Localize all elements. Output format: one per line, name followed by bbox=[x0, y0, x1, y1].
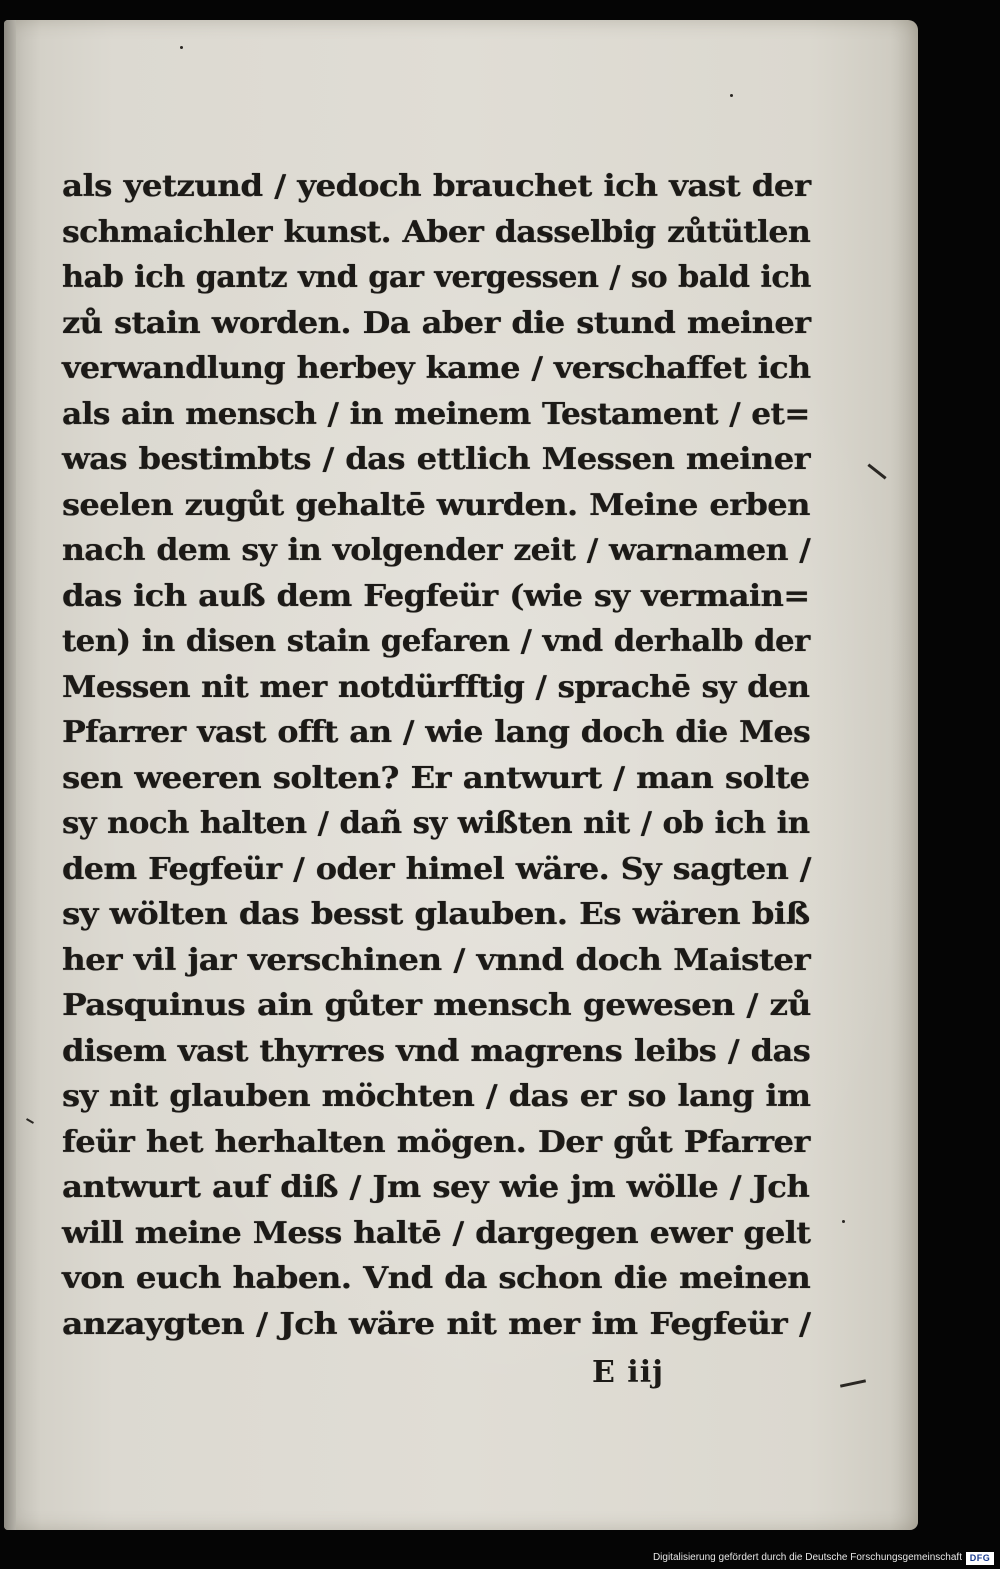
text-line: verwandlung herbey kame / verschaffet ich bbox=[62, 351, 811, 386]
paper-blemish bbox=[840, 1379, 866, 1387]
text-line: Messen nit mer notdürfftig / sprachē sy den bbox=[62, 669, 810, 705]
book-page bbox=[4, 20, 918, 1530]
paper-blemish bbox=[730, 94, 733, 97]
text-line: Pasquinus ain gůter mensch gewesen / zů bbox=[62, 988, 811, 1023]
text-line: zů stain worden. Da aber die stund meiner bbox=[62, 305, 811, 341]
paper-blemish bbox=[180, 46, 183, 49]
dfg-logo: DFG bbox=[966, 1552, 994, 1565]
paper-blemish bbox=[842, 1220, 845, 1223]
text-line: seelen zugůt gehaltē wurden. Meine erben bbox=[62, 487, 810, 523]
page-binding-edge bbox=[4, 20, 16, 1530]
text-line: disem vast thyrres vnd magrens leibs / das bbox=[62, 1033, 811, 1069]
signature-mark: E iij bbox=[592, 1355, 664, 1390]
text-line: sy nit glauben möchten / das er so lang im bbox=[62, 1079, 811, 1114]
text-line: nach dem sy in volgender zeit / warnamen / bbox=[62, 533, 811, 568]
text-line: dem Fegfeür / oder himel wäre. Sy sagten / bbox=[62, 851, 811, 887]
text-line: Pfarrer vast offt an / wie lang doch die Mes bbox=[62, 715, 811, 750]
digitization-credit: Digitalisierung gefördert durch die Deutsche Forschungsgemeinschaft bbox=[652, 1552, 962, 1563]
text-line: antwurt auf diß / Jm sey wie jm wölle / Jch bbox=[62, 1170, 810, 1205]
text-line: anzaygten / Jch wäre nit mer im Fegfeür / bbox=[62, 1306, 811, 1342]
body-text bbox=[62, 164, 822, 1347]
text-line: sen weeren solten? Er antwurt / man solte bbox=[62, 760, 810, 796]
text-line: als ain mensch / in meinem Testament / et= bbox=[62, 396, 810, 432]
text-line: schmaichler kunst. Aber dasselbig zůtütlen bbox=[62, 214, 811, 250]
text-line: sy noch halten / dañ sy wißten nit / ob ich in bbox=[62, 806, 810, 841]
text-line: will meine Mess haltē / dargegen ewer gelt bbox=[62, 1215, 811, 1251]
text-line: hab ich gantz vnd gar vergessen / so bald ich bbox=[62, 260, 811, 295]
text-line: ten) in disen stain gefaren / vnd derhalb der bbox=[62, 624, 810, 659]
text-line: das ich auß dem Fegfeür (wie sy vermain= bbox=[62, 578, 810, 614]
text-line: sy wölten das besst glauben. Es wären biß bbox=[62, 897, 810, 932]
paper-blemish bbox=[26, 1118, 34, 1124]
text-line: was bestimbts / das ettlich Messen meiner bbox=[62, 442, 810, 477]
text-line: von euch haben. Vnd da schon die meinen bbox=[62, 1261, 811, 1296]
text-line: her vil jar verschinen / vnnd doch Maister bbox=[62, 942, 811, 978]
text-line: als yetzund / yedoch brauchet ich vast der bbox=[62, 169, 811, 204]
text-line: feür het herhalten mögen. Der gůt Pfarrer bbox=[62, 1124, 810, 1160]
